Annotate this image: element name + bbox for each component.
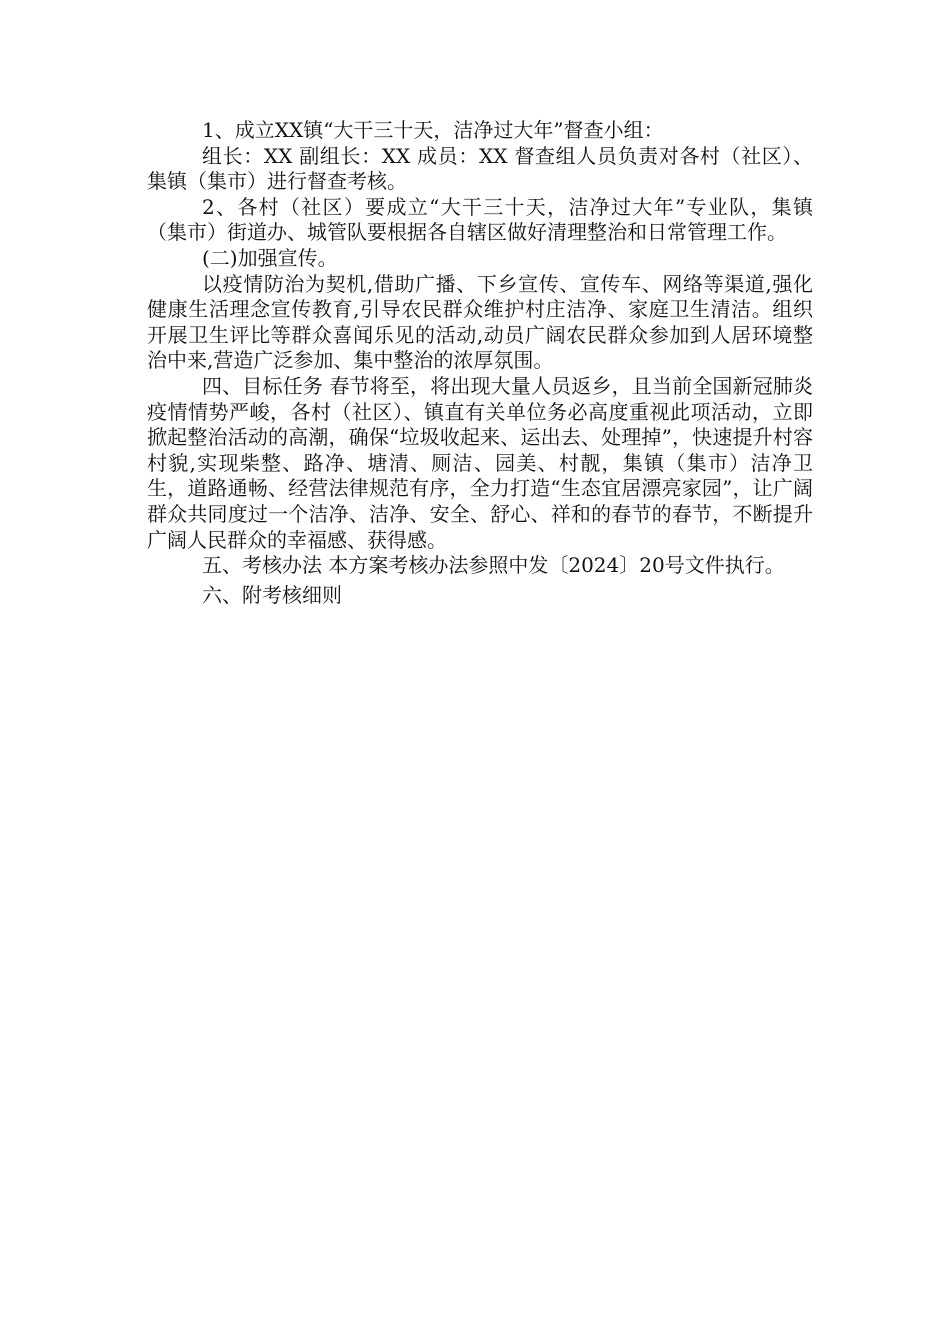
document-body xyxy=(147,118,813,608)
paragraph-group-members: 组长：XX 副组长：XX 成员：XX 督查组人员负责对各村（社区）、集镇（集市）进行督查考核。 xyxy=(147,143,813,194)
paragraph-professional-team: 2、各村（社区）要成立“大干三十天，洁净过大年”专业队，集镇（集市）街道办、城管队要根据各自辖区做好清理整治和日常管理工作。 xyxy=(147,194,813,245)
paragraph-supervision-group: 1、成立XX镇“大干三十天，洁净过大年”督查小组： xyxy=(202,118,664,142)
paragraph-appendix: 六、附考核细则 xyxy=(202,582,342,607)
paragraph-heading-publicity: (二)加强宣传。 xyxy=(202,245,338,270)
paragraph-assessment-method: 五、考核办法 本方案考核办法参照中发〔2024〕20号文件执行。 xyxy=(202,553,785,578)
paragraph-target-tasks: 四、目标任务 春节将至，将出现大量人员返乡，且当前全国新冠肺炎疫情情势严峻，各村（社区）、镇直有关单位务必高度重视此项活动，立即掀起整治活动的高潮，确保“垃圾收起来、运出去、处理掉”，快速提升村容村貌,实现柴整、路净、塘清、厕洁、园美、村靓，集镇（集市）洁净卫生，道路通畅、经营法律规范有序，全力打造“生态宜居漂亮家园”，让广阔群众共同度过一个洁净、洁净、安全、舒心、祥和的春节的春节，不断提升广阔人民群众的幸福感、获得感。 xyxy=(147,373,813,552)
paragraph-publicity-content: 以疫情防治为契机,借助广播、下乡宣传、宣传车、网络等渠道,强化健康生活理念宣传教育,引导农民群众维护村庄洁净、家庭卫生清洁。组织开展卫生评比等群众喜闻乐见的活动,动员广阔农民群众参加到人居环境整治中来,营造广泛参加、集中整治的浓厚氛围。 xyxy=(147,271,813,373)
